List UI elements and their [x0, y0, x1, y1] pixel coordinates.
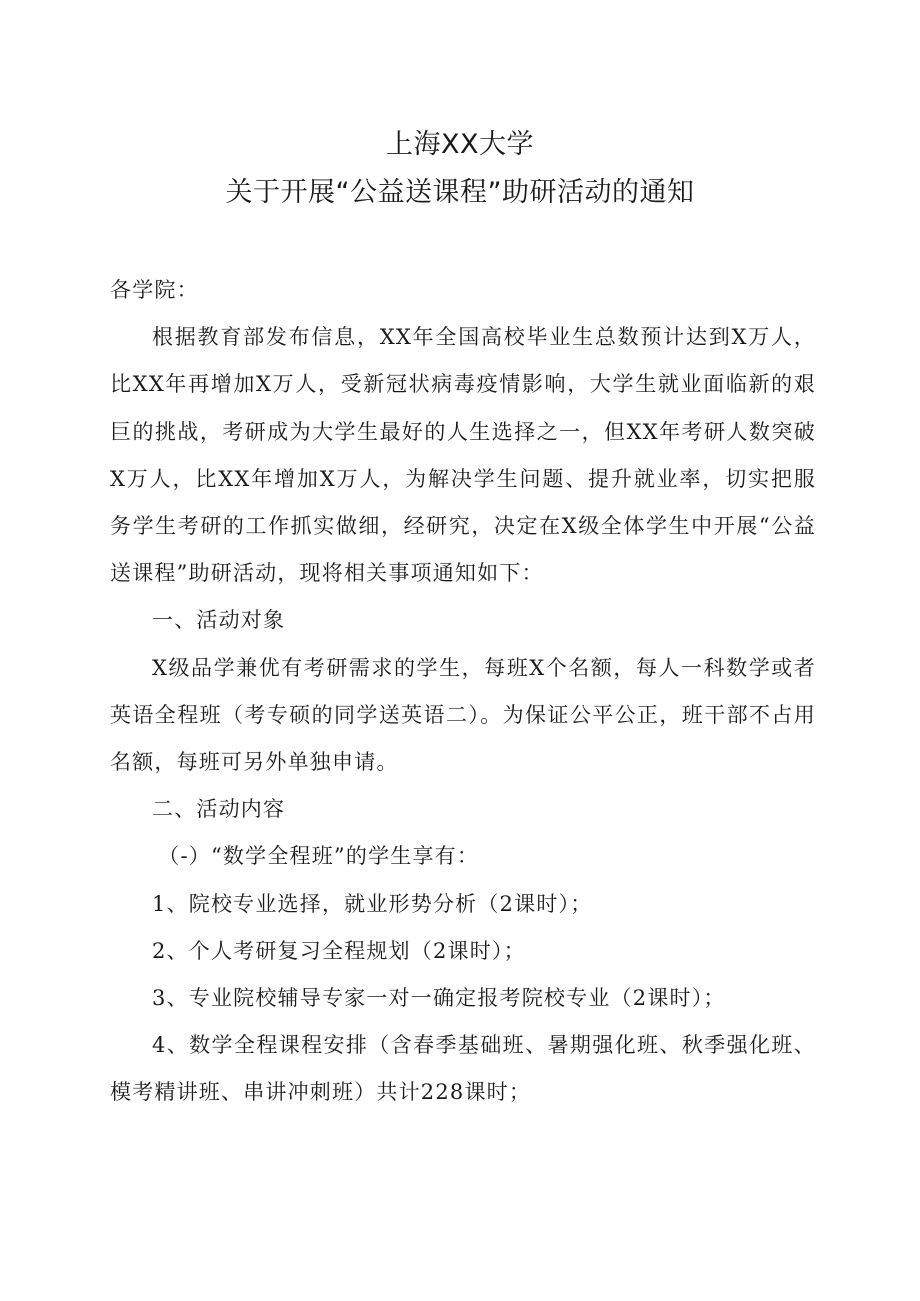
- salutation: 各学院：: [110, 278, 199, 302]
- university-title: 上海XX大学: [386, 129, 534, 160]
- list-item: 1、院校专业选择，就业形势分析（2课时）；: [152, 891, 593, 916]
- section-body-target: X级品学兼优有考研需求的学生，每班X个名额，每人一科数学或者英语全程班（考专硕的同学送英语二）。为保证公平公正，班干部不占用名额，每班可另外单独申请。: [110, 655, 816, 775]
- intro-paragraph: 根据教育部发布信息，XX年全国高校毕业生总数预计达到X万人，比XX年再增加X万人，受新冠状病毒疫情影响，大学生就业面临新的艰巨的挑战，考研成为大学生最好的人生选择之一，但XX年考研人数突破X万人，比XX年增加X万人，为解决学生问题、提升就业率，切实把服务学生考研的工作抓实做细，经研究，决定在X级全体学生中开展“公益送课程”助研活动，现将相关事项通知如下：: [110, 325, 816, 586]
- list-item: 3、专业院校辅导专家一对一确定报考院校专业（2课时）；: [152, 986, 726, 1011]
- section-heading-content: 二、活动内容: [152, 797, 286, 822]
- notice-title: 关于开展“公益送课程”助研活动的通知: [225, 177, 695, 208]
- document-body: [110, 267, 816, 1117]
- subsection-heading-math: （-）“数学全程班”的学生享有：: [158, 844, 480, 869]
- section-heading-target: 一、活动对象: [152, 608, 286, 633]
- list-item: 4、数学全程课程安排（含春季基础班、暑期强化班、秋季强化班、模考精讲班、串讲冲刺班）共计228课时；: [110, 1033, 816, 1105]
- list-item: 2、个人考研复习全程规划（2课时）；: [152, 938, 526, 963]
